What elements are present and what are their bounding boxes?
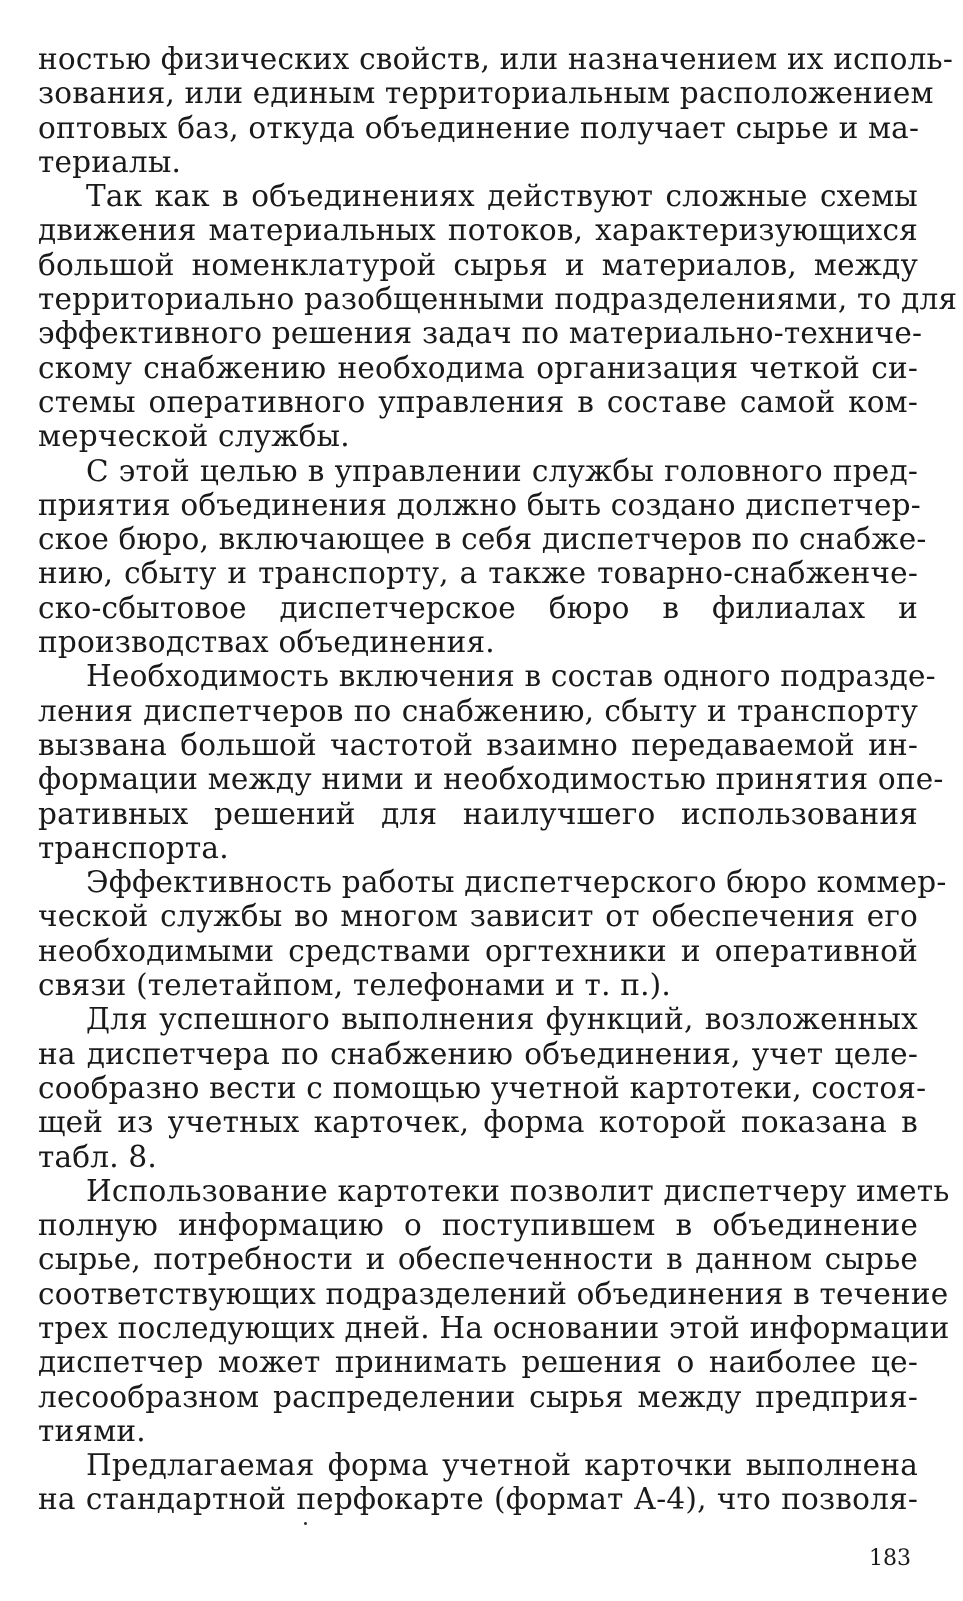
text-line: транспорта.: [38, 830, 229, 865]
text-line: на стандартной перфокарте (формат А-4), что позволя-: [38, 1482, 918, 1517]
text-line: Эффективность работы диспетчерского бюро коммер-: [86, 865, 947, 900]
page-body: [38, 42, 958, 1517]
scan-speck: [304, 1522, 307, 1525]
text-line: ческой службы во многом зависит от обеспечения его: [38, 899, 918, 934]
text-line: связи (телетайпом, телефонами и т. п.).: [38, 968, 671, 1003]
text-line: необходимыми средствами оргтехники и оперативной: [38, 933, 918, 968]
text-line: Так как в объединениях действуют сложные схемы: [86, 179, 918, 214]
text-line: на диспетчера по снабжению объединения, учет целе-: [38, 1036, 918, 1071]
text-line: скому снабжению необходима организация четкой си-: [38, 350, 918, 385]
text-line: стемы оперативного управления в составе самой ком-: [38, 384, 918, 419]
text-line: сообразно вести с помощью учетной картотеки, состоя-: [38, 1070, 927, 1105]
text-line: Необходимость включения в состав одного подразде-: [86, 659, 936, 694]
text-line: трех последующих дней. На основании этой информации: [38, 1310, 950, 1345]
text-line: оптовых баз, откуда объединение получает сырье и ма-: [38, 110, 920, 145]
text-line: Для успешного выполнения функций, возложенных: [86, 1002, 918, 1037]
text-line: полную информацию о поступившем в объединение: [38, 1208, 918, 1243]
text-line: ления диспетчеров по снабжению, сбыту и транспорту: [38, 693, 918, 728]
text-line: ско-сбытовое диспетчерское бюро в филиалах и: [38, 590, 918, 625]
text-line: движения материальных потоков, характеризующихся: [38, 213, 918, 248]
text-line: формации между ними и необходимостью принятия опе-: [38, 762, 944, 797]
text-line: Предлагаемая форма учетной карточки выполнена: [86, 1448, 918, 1483]
text-line: территориально разобщенными подразделениями, то для: [38, 282, 958, 317]
text-line: эффективного решения задач по материально-техниче-: [38, 316, 923, 351]
text-line: сырье, потребности и обеспеченности в данном сырье: [38, 1242, 918, 1277]
text-line: производствах объединения.: [38, 625, 495, 660]
text-line: соответствующих подразделений объединения в течение: [38, 1276, 949, 1311]
text-line: Использование картотеки позволит диспетчеру иметь: [86, 1173, 950, 1208]
text-line: ское бюро, включающее в себя диспетчеров по снабже-: [38, 522, 927, 557]
text-line: приятия объединения должно быть создано диспетчер-: [38, 487, 921, 522]
text-line: щей из учетных карточек, форма которой показана в: [38, 1105, 918, 1140]
text-line: диспетчер может принимать решения о наиболее це-: [38, 1345, 918, 1380]
text-line: тиями.: [38, 1413, 146, 1448]
text-line: нию, сбыту и транспорту, а также товарно-снабженче-: [38, 556, 918, 591]
text-line: вызвана большой частотой взаимно передаваемой ин-: [38, 727, 918, 762]
text-line: табл. 8.: [38, 1139, 157, 1174]
text-line: мерческой службы.: [38, 419, 350, 454]
text-line: С этой целью в управлении службы головного пред-: [86, 453, 918, 488]
text-line: ративных решений для наилучшего использования: [38, 796, 918, 831]
text-line: ностью физических свойств, или назначением их исполь-: [38, 42, 953, 76]
text-line: лесообразном распределении сырья между предприя-: [38, 1379, 918, 1414]
page-number: 183: [869, 1546, 911, 1571]
text-line: териалы.: [38, 144, 182, 179]
text-line: зования, или единым территориальным расположением: [38, 76, 934, 111]
text-line: большой номенклатурой сырья и материалов, между: [38, 247, 918, 282]
